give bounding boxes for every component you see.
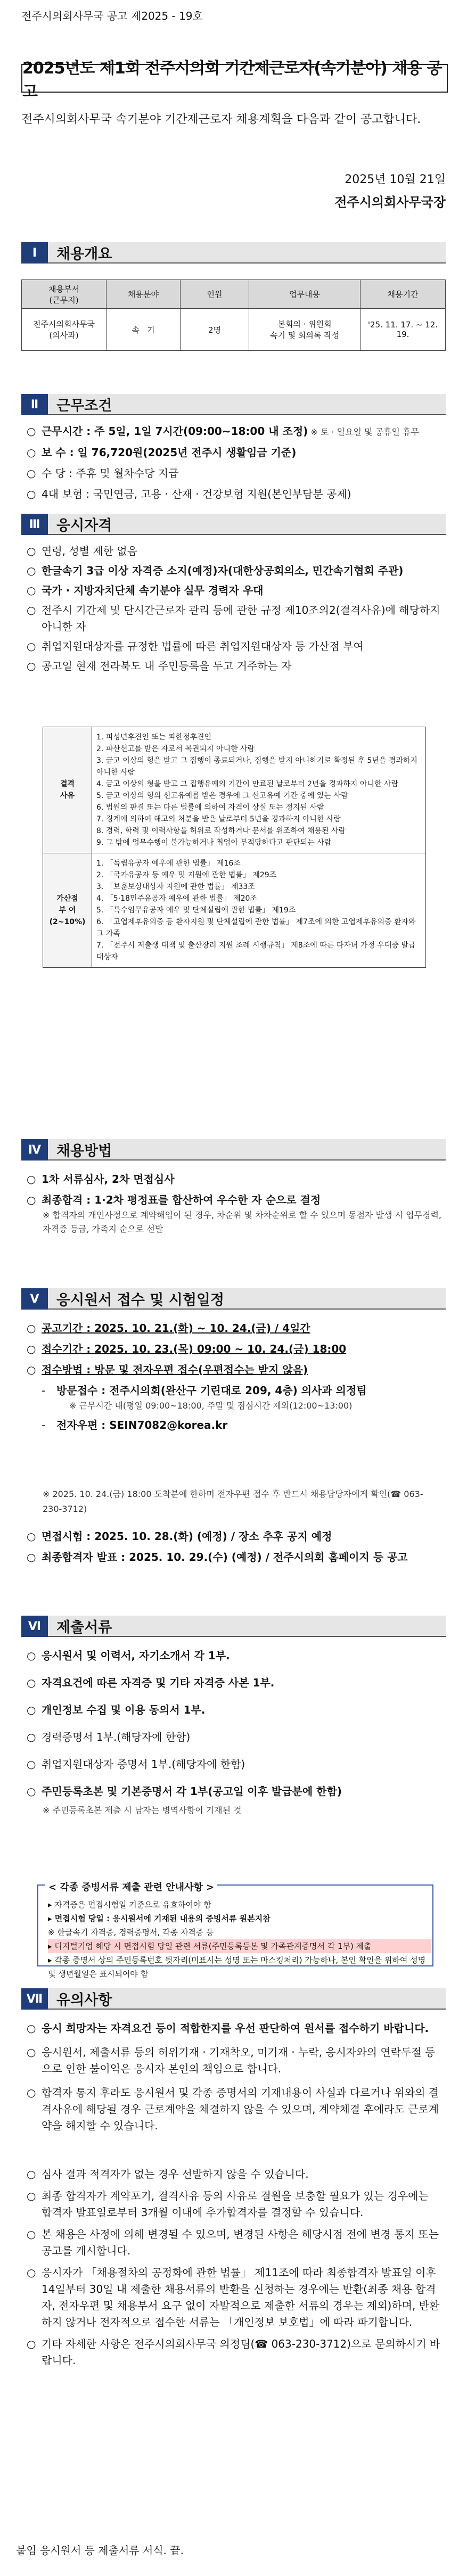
bullet-mark: ○	[27, 425, 36, 438]
list-item	[27, 2085, 442, 2134]
bullet-mark: ○	[27, 1551, 36, 1563]
section-header-overview	[21, 242, 446, 264]
section-header-conditions	[21, 394, 446, 415]
bullet-mark: ○	[27, 1758, 36, 1771]
section-title: 유의사항	[48, 1988, 446, 2010]
section-number: Ⅳ	[21, 1139, 48, 1161]
list-item: 1. 피성년후견인 또는 피한정후견인	[96, 733, 212, 742]
doc-guide-title: < 각종 증빙서류 제출 관련 안내사항 >	[45, 1880, 217, 1894]
bullet-mark: ○	[27, 2228, 36, 2241]
item-text: 응시자가 「채용절차의 공정화에 관한 법률」 제11조에 따라 최종합격자 발표일 이후 14일부터 30일 내 제출한 채용서류의 반환을 신청하는 경우에는 반환(최종 채용 합격자, 전자우편 및 채용부서 요구 없이 자발적으로 제출한 서류의 경우는 제외)하며, 반환하지 않거나 전자적으로 접수한 서류는 「개인정보 보호법」에 따라 파기합니다.	[42, 2266, 440, 2328]
section-title: 응시자격	[48, 514, 446, 535]
list-item: 1. 「독립유공자 예우에 관한 법률」 제16조	[96, 859, 241, 868]
bullet-mark: ○	[27, 2046, 36, 2059]
list-item: 6. 「고엽제후유의증 등 환자지원 및 단체설립에 관한 법률」 제7조에 의한 고엽제후유의증 환자와 그 가족	[96, 918, 416, 938]
section-header-cautions	[21, 1988, 446, 2010]
item-text: 기타 자세한 사항은 전주시의회사무국 의정팀(☎ 063-230-3712)으로 문의하시기 바랍니다.	[42, 2338, 440, 2367]
item-text: 최종 합격자가 계약포기, 결격사유 등의 사유로 결원을 보충할 필요가 있는 경우에는 합격자 발표일로부터 3개월 이내에 추가합격자를 결정할 수 있습니다.	[42, 2190, 429, 2219]
item-text: 응시원서 및 이력서, 자기소개서 각 1부.	[42, 1649, 230, 1662]
item-text: 국가 · 지방자치단체 속기분야 실무 경력자 우대	[42, 584, 264, 597]
dash-mark: -	[42, 1384, 46, 1397]
table-cell: 속 기	[106, 309, 181, 351]
section-header-documents	[21, 1616, 446, 1637]
item-text: 보 수 : 일 76,720원(2025년 전주시 생활임금 기준)	[42, 446, 297, 459]
section-title: 채용개요	[48, 242, 446, 264]
item-text: 접수방법 : 방문 및 전자우편 접수(우편접수는 받지 않음)	[42, 1363, 308, 1376]
item-text: 취업지원대상자를 규정한 법률에 따른 취업지원대상자 등 가산점 부여	[42, 640, 364, 653]
list-item	[27, 1549, 442, 1566]
list-item: ※ 한글속기 자격증, 경력증명서, 각종 자격증 등	[48, 1928, 214, 1937]
bullet-mark: ○	[27, 584, 36, 597]
bullet-mark: ○	[27, 564, 36, 577]
bullet-mark: ○	[27, 1649, 36, 1662]
section-title: 제출서류	[48, 1616, 446, 1637]
list-item	[27, 2188, 442, 2221]
item-text: 최종합격자 발표 : 2025. 10. 29.(수) (예정) / 전주시의회 홈페이지 등 공고	[42, 1551, 408, 1563]
list-item	[27, 1675, 442, 1691]
list-item	[27, 2044, 442, 2077]
item-text: 심사 결과 적격자가 없는 경우 선발하지 않을 수 있습니다.	[42, 2168, 309, 2180]
notice-date: 2025년 10월 21일	[345, 173, 446, 186]
list-item: 3. 「보훈보상대상자 지원에 관한 법률」 제33조	[96, 883, 255, 891]
item-note: ※ 주민등록초본 제출 시 남자는 병역사항이 기재된 것	[43, 1805, 242, 1815]
list-item: 2. 「국가유공자 등 예우 및 지원에 관한 법률」 제29조	[96, 871, 277, 879]
table-row	[43, 853, 426, 968]
section-title: 근무조건	[48, 394, 446, 415]
table-row	[43, 727, 426, 853]
bullet-mark: ○	[27, 545, 36, 557]
bullet-mark: ○	[27, 488, 36, 500]
bullet-mark: ○	[27, 1343, 36, 1355]
list-item	[27, 1171, 442, 1188]
item-note: ※ 근무시간 내(평일 09:00~18:00, 주말 및 점심시간 제외(12:00~13:00)	[69, 1401, 353, 1411]
cautions-list	[27, 2020, 442, 2369]
list-item: ▸ 자격증은 면접시험일 기준으로 유효하여야 함	[48, 1900, 211, 1910]
table-header: 채용부서 (근무지)	[22, 280, 106, 309]
list-item	[27, 1192, 442, 1208]
list-item	[27, 1208, 442, 1236]
item-text: 경력증명서 1부.(해당자에 한함)	[42, 1731, 191, 1743]
bullet-mark: ○	[27, 1322, 36, 1335]
list-item	[27, 563, 442, 579]
item-text: 합격자 통지 후라도 응시원서 및 각종 증명서의 기재내용이 사실과 다르거나 위와의 결격사유에 해당될 경우 근로계약을 체결하지 않을 수 있으며, 계약체결 후에라도 근로계약을 해지할 수 있습니다.	[42, 2086, 439, 2132]
list-item	[27, 1341, 442, 1357]
list-item	[27, 1648, 442, 1664]
list-item: ▸ 디지털기업 해당 시 면접시험 당일 관련 서류(주민등록등본 및 가족관계증명서 각 1부) 제출	[48, 1939, 431, 1953]
item-text: 응시 희망자는 자격요건 등이 적합한지를 우선 판단하여 원서를 접수하기 바랍니다.	[42, 2022, 429, 2035]
list-item: 8. 경력, 학력 및 이력사항을 허위로 작성하거나 문서를 위조하여 채용된 사람	[96, 827, 346, 835]
item-text: 공고일 현재 전라북도 내 주민등록을 두고 거주하는 자	[42, 660, 292, 672]
item-text: 전주시 기간제 및 단시간근로자 관리 등에 관한 규정 제10조의2(결격사유)에 해당하지 아니한 자	[42, 604, 440, 633]
list-item: 7. 「전주시 저출생 대책 및 출산장려 지원 조례 시행규칙」 제8조에 따른 다자녀 가정 우대증 발급 대상자	[96, 941, 416, 961]
bullet-mark: ○	[27, 1194, 36, 1206]
doc-guide-list	[48, 1898, 431, 1981]
bullet-mark: ○	[27, 2338, 36, 2350]
table-cell	[92, 853, 426, 968]
section-header-schedule	[21, 1288, 446, 1310]
list-item	[27, 445, 442, 461]
item-text: 수 당 : 주휴 및 월차수당 지급	[42, 467, 179, 480]
list-item	[27, 465, 442, 482]
list-item	[27, 486, 442, 503]
bullet-mark: ○	[27, 446, 36, 459]
list-item	[27, 2265, 442, 2331]
section-header-method	[21, 1139, 446, 1161]
notice-number: 전주시의회사무국 공고 제2025 - 19호	[21, 10, 203, 22]
bullet-mark: ○	[27, 1785, 36, 1798]
list-item	[27, 423, 442, 440]
bullet-mark: ○	[27, 1363, 36, 1376]
disqualification-table	[43, 727, 426, 968]
list-item	[27, 543, 442, 559]
list-item	[27, 1783, 442, 1800]
section-number: Ⅵ	[21, 1616, 48, 1637]
section-number: Ⅶ	[21, 1988, 48, 2010]
bullet-mark: ○	[27, 1530, 36, 1543]
item-text: 전자우편 : SEIN7082@korea.kr	[56, 1419, 228, 1431]
bonus-header: 가산점 부 여 (2~10%)	[43, 853, 92, 968]
section-number: Ⅱ	[21, 394, 48, 415]
list-item	[27, 1487, 442, 1517]
list-item	[27, 658, 442, 674]
item-text: 자격요건에 따른 자격증 및 기타 자격증 사본 1부.	[42, 1676, 275, 1689]
list-item: 7. 징계에 의하여 해고의 처분을 받은 날로부터 5년을 경과하지 아니한 사람	[96, 815, 341, 824]
bullet-mark: ○	[27, 660, 36, 672]
list-item	[27, 1320, 442, 1337]
attachment-line: 붙임 응시원서 등 제출서류 서식. 끝.	[16, 2544, 184, 2557]
item-note: ※ 합격자의 개인사정으로 계약해임이 된 경우, 차순위 및 차차순위로 할 수 있으며 동점자 발생 시 업무경력, 자격증 등급, 가족지 순으로 선발	[43, 1210, 442, 1234]
list-item	[27, 1729, 442, 1746]
section-number: Ⅲ	[21, 514, 48, 535]
list-item	[27, 602, 442, 635]
documents-list	[27, 1648, 442, 1818]
list-item: 2. 파산선고를 받은 자로서 복권되지 아니한 사람	[96, 745, 255, 753]
conditions-list	[27, 423, 442, 503]
section-title: 채용방법	[48, 1139, 446, 1161]
section-title: 응시원서 접수 및 시험일정	[48, 1288, 446, 1310]
list-item: 9. 그 밖에 업무수행이 불가능하거나 취업이 부적당하다고 판단되는 사람	[96, 838, 332, 847]
disqual-header: 결격 사유	[43, 727, 92, 853]
list-item: 4. 「5·18민주유공자 예우에 관한 법률」 제20조	[96, 894, 257, 903]
list-item: 6. 법원의 판결 또는 다른 법률에 의하여 자격이 상실 또는 정지된 사람	[96, 803, 324, 812]
item-text: 근무시간 : 주 5일, 1일 7시간(09:00∼18:00 내 조정)	[42, 425, 308, 438]
item-text: 최종합격 : 1·2차 평정표를 합산하여 우수한 자 순으로 결정	[42, 1194, 321, 1206]
bullet-mark: ○	[27, 1676, 36, 1689]
item-text: 취업지원대상자 증명서 1부.(해당자에 한함)	[42, 1758, 245, 1771]
list-item	[27, 1417, 442, 1434]
list-item: ▸ 면접시험 당일 : 응시원서에 기재된 내용의 증빙서류 원본지참	[48, 1914, 271, 1923]
list-item: 5. 「특수임무유공자 예우 및 단체설립에 관한 법률」 제19조	[96, 906, 296, 915]
table-cell	[92, 727, 426, 853]
bullet-mark: ○	[27, 1731, 36, 1743]
item-text: 주민등록초본 및 기본증명서 각 1부(공고일 이후 발급분에 한함)	[42, 1785, 342, 1798]
item-text: 방문접수 : 전주시의회(완산구 기린대로 209, 4층) 의사과 의정팀	[56, 1384, 367, 1397]
table-header: 채용기간	[361, 280, 446, 309]
overview-table	[21, 279, 446, 351]
schedule-list	[27, 1320, 442, 1566]
list-item	[27, 1756, 442, 1773]
table-header-row	[22, 280, 446, 309]
section-header-qualifications	[21, 514, 446, 535]
table-cell: 전주시의회사무국 (의사과)	[22, 309, 106, 351]
list-item: ▸ 각종 증명서 상의 주민등록번호 뒷자리(미표시는 성명 또는 마스킹처리) 가능하나, 본인 확인을 위하여 성명 및 생년월일은 표시되어야 함	[48, 1955, 426, 1979]
list-item	[27, 638, 442, 655]
item-text: 4대 보험 : 국민연금, 고용 · 산재 · 건강보험 지원(본인부담분 공제)	[42, 488, 351, 500]
bullet-mark: ○	[27, 2086, 36, 2099]
table-cell: 본회의 · 위원회 속기 및 회의록 작성	[249, 309, 361, 351]
list-item: 3. 금고 이상의 형을 받고 그 집행이 종료되거나, 집행을 받지 아니하기로 확정된 후 5년을 경과하지 아니한 사람	[96, 756, 417, 777]
item-text: 개인정보 수집 및 이용 동의서 1부.	[42, 1703, 206, 1716]
item-note: ※ 토 · 일요일 및 공휴일 휴무	[308, 427, 419, 437]
bullet-mark: ○	[27, 2022, 36, 2035]
bullet-mark: ○	[27, 2168, 36, 2180]
list-item	[27, 1382, 442, 1399]
page-title: 2025년도 제1회 전주시의회 기간제근로자(속기분야) 채용 공고	[21, 64, 448, 93]
item-text: 1차 서류심사, 2차 면접심사	[42, 1173, 175, 1186]
method-list	[27, 1171, 442, 1236]
bullet-mark: ○	[27, 467, 36, 480]
item-text: 면접시험 : 2025. 10. 28.(화) (예정) / 장소 추후 공지 예정	[42, 1530, 332, 1543]
item-note: ※ 2025. 10. 24.(금) 18:00 도착분에 한하며 전자우편 접수 후 반드시 채용담당자에게 확인(☎ 063-230-3712)	[43, 1489, 423, 1514]
table-header: 채용분야	[106, 280, 181, 309]
section-number: Ⅴ	[21, 1288, 48, 1310]
list-item: 5. 금고 이상의 형의 선고유예를 받은 경우에 그 선고유예 기간 중에 있는 사람	[96, 792, 348, 800]
list-item	[27, 582, 442, 599]
list-item	[27, 1362, 442, 1378]
bullet-mark: ○	[27, 604, 36, 616]
item-text: 한글속기 3급 이상 자격증 소지(예정)자(대한상공회의소, 민간속기협회 주관)	[42, 564, 404, 577]
table-header: 인원	[181, 280, 249, 309]
bullet-mark: ○	[27, 1703, 36, 1716]
list-item	[27, 2226, 442, 2259]
issuer-name: 전주시의회사무국장	[334, 195, 446, 210]
item-text: 본 채용은 사정에 의해 변경될 수 있으며, 변경된 사항은 해당시점 전에 변경 통지 또는 공고를 게시합니다.	[42, 2228, 439, 2257]
list-item	[27, 1399, 442, 1413]
item-text: 연령, 성별 제한 없음	[42, 545, 137, 557]
list-item: 4. 금고 이상의 형을 받고 그 집행유예의 기간이 만료된 날로부터 2년을 경과하지 아니한 사람	[96, 780, 398, 788]
qualifications-list	[27, 543, 442, 674]
bullet-mark: ○	[27, 2190, 36, 2202]
intro-text: 전주시의회사무국 속기분야 기간제근로자 채용계획을 다음과 같이 공고합니다.	[21, 113, 421, 126]
item-text: 접수기간 : 2025. 10. 23.(목) 09:00 ~ 10. 24.(금) 18:00	[42, 1343, 347, 1355]
section-number: Ⅰ	[21, 242, 48, 264]
table-row	[22, 309, 446, 351]
item-text: 응시원서, 제출서류 등의 허위기재 · 기재착오, 미기재 · 누락, 응시자와의 연락두절 등으로 인한 불이익은 응시자 본인의 책임으로 합니다.	[42, 2046, 436, 2075]
list-item	[27, 1802, 442, 1818]
dash-mark: -	[42, 1419, 46, 1431]
list-item	[27, 2166, 442, 2183]
list-item	[27, 1528, 442, 1545]
list-item	[27, 2336, 442, 2369]
bullet-mark: ○	[27, 2266, 36, 2279]
table-cell: '25. 11. 17. ~ 12. 19.	[361, 309, 446, 351]
table-cell: 2명	[181, 309, 249, 351]
list-item	[27, 2020, 442, 2037]
bullet-mark: ○	[27, 640, 36, 653]
table-header: 업무내용	[249, 280, 361, 309]
item-text: 공고기간 : 2025. 10. 21.(화) ~ 10. 24.(금) / 4일간	[42, 1322, 310, 1335]
bullet-mark: ○	[27, 1173, 36, 1186]
list-item	[27, 1702, 442, 1718]
